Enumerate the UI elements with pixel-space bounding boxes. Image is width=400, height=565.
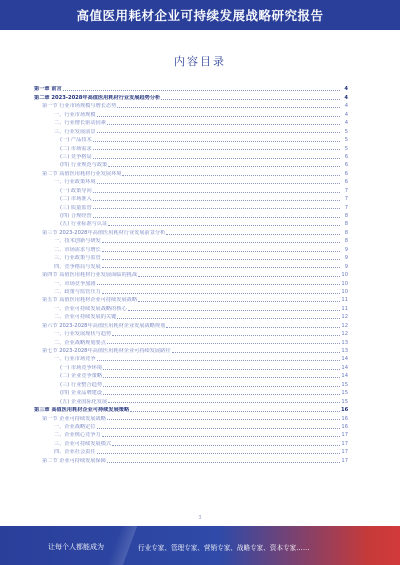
toc-entry[interactable] (34, 337, 348, 345)
toc-leader-dots (130, 411, 340, 412)
toc-entry-page: 8 (344, 229, 348, 236)
toc-leader-dots (112, 445, 340, 446)
toc-entry-title: 二、市场需求与增长 (54, 246, 101, 253)
toc-entry[interactable] (34, 270, 348, 278)
toc-leader-dots (107, 343, 340, 344)
toc-leader-dots (97, 453, 340, 454)
toc-entry[interactable] (34, 405, 348, 413)
toc-entry-page: 15 (341, 398, 348, 405)
toc-leader-dots (103, 394, 340, 395)
toc-entry[interactable] (34, 287, 348, 295)
toc-entry-title: (一) 政策导向 (60, 187, 92, 194)
toc-leader-dots (138, 276, 340, 277)
toc-entry-title: 三、行业政策与监管 (54, 255, 101, 262)
toc-leader-dots (97, 116, 340, 117)
toc-entry-title: (五) 企业国际化发展 (60, 398, 108, 405)
toc-entry[interactable] (34, 219, 348, 227)
toc-entry[interactable] (34, 160, 348, 168)
toc-entry-page: 4 (344, 94, 348, 101)
toc-leader-dots (108, 402, 340, 403)
toc-entry[interactable] (34, 135, 348, 143)
toc-entry-title: 第三章 高值医用耗材企业可持续发展策略 (34, 407, 130, 414)
toc-entry-title: (三) 竞争格局 (60, 153, 92, 160)
toc-leader-dots (102, 259, 340, 260)
toc-entry[interactable] (34, 185, 348, 193)
toc-entry-page: 14 (341, 373, 348, 380)
toc-entry[interactable] (34, 143, 348, 151)
toc-entry-title: (三) 行业整合趋势 (60, 381, 103, 388)
toc-leader-dots (93, 158, 340, 159)
toc-entry[interactable] (34, 118, 348, 126)
toc-leader-dots (107, 419, 340, 420)
toc-leader-dots (97, 428, 340, 429)
toc-leader-dots (122, 175, 340, 176)
toc-entry-title: 二、企业战略规划要点 (54, 339, 106, 346)
toc-entry-page: 15 (341, 390, 348, 397)
footer-banner (0, 526, 400, 565)
toc-entry-title: 二、企业核心竞争力 (54, 432, 101, 439)
toc-entry-title: 一、行业发展现状与趋势 (54, 331, 112, 338)
toc-entry-page: 10 (341, 288, 348, 295)
toc-entry[interactable] (34, 278, 348, 286)
toc-entry-page: 9 (344, 255, 348, 262)
toc-leader-dots (93, 141, 340, 142)
toc-entry-page: 12 (341, 331, 348, 338)
toc-entry-page: 4 (344, 120, 348, 127)
toc-leader-dots (108, 166, 340, 167)
toc-entry-title: 四、企业社会责任 (54, 449, 96, 456)
toc-entry-title: 三、企业可持续发展模式 (54, 440, 112, 447)
toc-entry[interactable] (34, 312, 348, 320)
toc-entry-page: 14 (341, 356, 348, 363)
toc-entry-title: 第七节 2023-2028年高值医用耗材企业可持续发展路径 (42, 348, 171, 354)
toc-entry-page: 8 (344, 213, 348, 219)
toc-entry-title: 第二章 2023-2028年高值医用耗材行业发展趋势分析 (34, 94, 161, 101)
toc-leader-dots (107, 124, 340, 125)
toc-leader-dots (103, 377, 340, 378)
toc-entry-title: 第六节 2023-2028年高值医用耗材企业发展战略规划 (42, 322, 166, 329)
toc-entry-title: 一、技术创新与研发 (54, 238, 101, 245)
toc-entry[interactable] (34, 329, 348, 337)
toc-entry-page: 11 (341, 305, 348, 312)
toc-entry[interactable] (34, 295, 348, 303)
toc-leader-dots (93, 208, 340, 209)
toc-entry-title: 二、行业增长驱动因素 (54, 120, 106, 127)
toc-entry[interactable] (34, 109, 348, 117)
toc-entry-title: 第二节 高值医用耗材行业发展环境 (42, 170, 122, 177)
toc-entry[interactable] (34, 447, 348, 455)
toc-leader-dots (166, 327, 340, 328)
report-title: 高值医用耗材企业可持续发展战略研究报告 (76, 8, 324, 23)
toc-leader-dots (102, 267, 340, 268)
toc-entry-page: 15 (341, 381, 348, 388)
toc-entry[interactable] (34, 430, 348, 438)
toc-leader-dots (107, 462, 340, 463)
toc-entry-title: (二) 市场准入 (60, 196, 92, 203)
toc-leader-dots (128, 310, 340, 311)
footer-slogan: 让每个人都能成为 (48, 543, 104, 551)
toc-entry-page: 12 (341, 322, 348, 329)
toc-leader-dots (97, 360, 340, 361)
toc-entry-title: 第四节 高值医用耗材行业发展面临的挑战 (42, 272, 138, 279)
toc-entry[interactable] (34, 202, 348, 210)
toc-entry-page: 17 (341, 457, 348, 464)
toc-entry-page: 10 (341, 280, 348, 287)
toc-entry[interactable] (34, 168, 348, 176)
footer-divider (107, 526, 137, 565)
toc-entry-title: 第一节 行业市场规模与增长态势 (42, 103, 117, 110)
toc-entry-title: (二) 企业竞争策略 (60, 373, 103, 380)
toc-entry[interactable] (34, 371, 348, 379)
toc-entry-title: 一、企业可持续发展战略的核心 (54, 305, 127, 312)
report-header (0, 0, 400, 30)
toc-entry-page: 16 (341, 415, 348, 422)
toc-entry-title: 第二节 企业可持续发展保障 (42, 457, 106, 464)
toc-entry-page: 17 (341, 449, 348, 456)
toc-leader-dots (93, 200, 340, 201)
toc-leader-dots (93, 217, 340, 218)
toc-entry[interactable] (34, 362, 348, 370)
toc-entry-page: 13 (341, 348, 348, 354)
toc-entry-title: 一、行业市场竞争 (54, 356, 96, 363)
toc-leader-dots (102, 242, 340, 243)
toc-entry[interactable] (34, 422, 348, 430)
toc-entry-page: 7 (344, 187, 348, 194)
toc-entry[interactable] (34, 320, 348, 328)
toc-entry[interactable] (34, 236, 348, 244)
toc-leader-dots (117, 318, 340, 319)
toc-entry[interactable] (34, 177, 348, 185)
toc-entry-page: 17 (341, 432, 348, 439)
toc-entry-title: (四) 企业品牌建设 (60, 390, 103, 397)
toc-entry[interactable] (34, 346, 348, 354)
toc-entry-title: 一、企业战略定位 (54, 423, 96, 430)
toc-entry-page: 14 (341, 364, 348, 371)
toc-leader-dots (103, 386, 340, 387)
toc-entry[interactable] (34, 413, 348, 421)
toc-entry-title: 二、政策与监管压力 (54, 288, 101, 295)
toc-entry[interactable] (34, 253, 348, 261)
toc-leader-dots (117, 107, 340, 108)
toc-entry-page: 10 (341, 272, 348, 279)
toc-entry-page: 4 (344, 86, 348, 93)
toc-leader-dots (102, 251, 340, 252)
toc-entry-title: 一、行业政策环境 (54, 179, 96, 186)
toc-entry-title: 二、企业可持续发展的关键 (54, 314, 117, 321)
toc-entry-title: (五) 行业标准与认证 (60, 221, 108, 228)
toc-entry[interactable] (34, 438, 348, 446)
toc-entry[interactable] (34, 84, 348, 92)
toc-entry[interactable] (34, 388, 348, 396)
toc-entry-title: (二) 市场需求 (60, 145, 92, 152)
toc-leader-dots (108, 225, 340, 226)
toc-entry-page: 5 (344, 137, 348, 144)
toc-entry[interactable] (34, 396, 348, 404)
toc-entry-page: 5 (344, 128, 348, 135)
toc-entry-title: 四、竞争格局与发展 (54, 263, 101, 270)
toc-entry[interactable] (34, 126, 348, 134)
toc-entry[interactable] (34, 261, 348, 269)
toc-entry-title: (一) 产品技术 (60, 137, 92, 144)
toc-leader-dots (172, 352, 341, 353)
toc-entry-page: 9 (344, 246, 348, 253)
toc-entry-title: 一、市场竞争加剧 (54, 280, 96, 287)
toc-entry-title: (一) 市场竞争环境 (60, 364, 103, 371)
toc-entry-title: 一、行业市场规模 (54, 111, 96, 118)
footer-roles: 行业专家、管理专家、营销专家、战略专家、资本专家…… (138, 544, 310, 552)
toc-entry[interactable] (34, 244, 348, 252)
toc-leader-dots (102, 293, 340, 294)
toc-entry[interactable] (34, 379, 348, 387)
toc-entry-title: (四) 行业规范与政策 (60, 162, 108, 169)
toc-entry-title: 第一章 前言 (34, 86, 62, 93)
toc-leader-dots (166, 234, 340, 235)
toc-leader-dots (161, 99, 340, 100)
toc-leader-dots (97, 132, 340, 133)
toc-entry-title: (三) 质量监管 (60, 204, 92, 211)
toc-leader-dots (97, 183, 340, 184)
toc-entry-title: 第一节 企业可持续发展战略 (42, 415, 106, 422)
toc-leader-dots (97, 284, 340, 285)
toc-entry-page: 4 (344, 111, 348, 118)
toc-entry[interactable] (34, 211, 348, 219)
toc-leader-dots (93, 192, 340, 193)
table-of-contents (34, 84, 348, 464)
toc-entry[interactable] (34, 92, 348, 100)
toc-entry-page: 12 (341, 314, 348, 321)
toc-entry-page: 17 (341, 440, 348, 447)
toc-entry-title: 第五节 高值医用耗材企业可持续发展战略 (42, 297, 138, 304)
toc-entry-page: 8 (344, 238, 348, 245)
toc-entry-page: 13 (341, 339, 348, 346)
toc-leader-dots (93, 149, 340, 150)
toc-entry[interactable] (34, 227, 348, 235)
toc-entry-page: 16 (341, 407, 348, 414)
toc-entry-page: 7 (344, 204, 348, 211)
toc-entry[interactable] (34, 303, 348, 311)
toc-entry[interactable] (34, 354, 348, 362)
toc-heading: 内容目录 (174, 55, 226, 68)
toc-entry-page: 4 (344, 103, 348, 110)
toc-entry-page: 6 (344, 179, 348, 186)
page-number: 3 (198, 515, 202, 521)
toc-entry[interactable] (34, 194, 348, 202)
toc-entry-page: 9 (344, 263, 348, 270)
toc-entry-title: (四) 合规经营 (60, 213, 92, 219)
toc-entry-page: 6 (344, 153, 348, 160)
toc-entry-page: 16 (341, 423, 348, 430)
toc-entry-title: 第三节 2023-2028年高值医用耗材行业发展前景分析 (42, 229, 166, 236)
toc-entry[interactable] (34, 455, 348, 463)
toc-entry-page: 5 (344, 145, 348, 152)
toc-entry-page: 6 (344, 162, 348, 169)
toc-entry-title: 三、行业发展前景 (54, 128, 96, 135)
toc-leader-dots (103, 369, 340, 370)
toc-entry[interactable] (34, 152, 348, 160)
toc-entry-page: 8 (344, 221, 348, 228)
toc-entry-page: 6 (344, 170, 348, 177)
toc-entry-page: 11 (341, 297, 348, 304)
toc-leader-dots (112, 335, 340, 336)
toc-entry-page: 7 (344, 196, 348, 203)
toc-entry[interactable] (34, 101, 348, 109)
toc-leader-dots (138, 301, 340, 302)
toc-leader-dots (63, 90, 340, 91)
toc-leader-dots (102, 436, 340, 437)
